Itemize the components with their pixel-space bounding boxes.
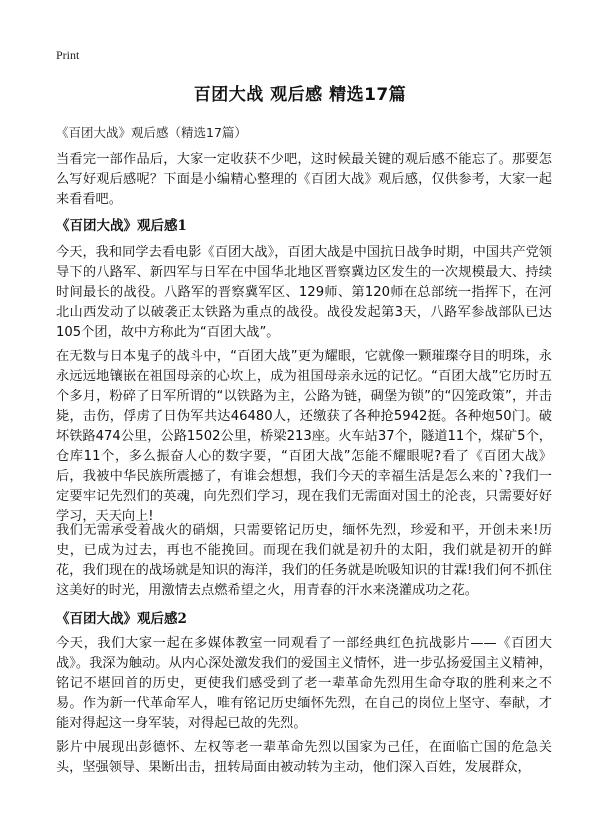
section-heading-2: 《百团大战》观后感2 [56, 611, 187, 627]
page-title: 百团大战 观后感 精选17篇 [193, 85, 407, 105]
section-1-paragraph-3: 我们无需承受着战火的硝烟，只需要铭记历史，缅怀先烈，珍爱和平，开创未来!历史，已成为过去，再也不能挽回。而现在我们就是初升的太阳，我们就是初开的鲜花，我们现在的战场就是知识的海洋，我们的任务就是吮吸知识的甘霖!我们何不抓住这美好的时光，用激情去点燃希望之火，用青春的汗水来浇灌成功之花。 [56, 523, 552, 598]
section-heading-1: 《百团大战》观后感1 [56, 218, 187, 234]
section-1-paragraph-1: 今天，我和同学去看电影《百团大战》，百团大战是中国抗日战争时期，中国共产党领导下的八路军、新四军与日军在中国华北地区晋察冀边区发生的一次规模最大、持续时间最长的战役。八路军的晋察冀军区、129师、第120师在总部统一指挥下，在河北山西发动了以破袭正太铁路为重点的战役。战役发起第3天，八路军参战部队已达105个团，故中方称此为“百团大战”。 [56, 245, 552, 340]
section-2-paragraph-1: 今天，我们大家一起在多媒体教室一同观看了一部经典红色抗战影片——《百团大战》。我深为触动。从内心深处激发我们的爱国主义情怀，进一步弘扬爱国主义精神，铭记不堪回首的历史，更使我们感受到了老一辈革命先烈用生命夺取的胜利来之不易。作为新一代革命军人，唯有铭记历史缅怀先烈，在自己的岗位上坚守、奉献，才能对得起这一身军装，对得起已故的先烈。 [56, 636, 552, 731]
document-subtitle: 《百团大战》观后感（精选17篇） [56, 125, 247, 140]
print-link[interactable]: Print [56, 48, 80, 62]
intro-paragraph: 当看完一部作品后，大家一定收获不少吧，这时候最关键的观后感不能忘了。那要怎么写好观后感呢？下面是小编精心整理的《百团大战》观后感，仅供参考，大家一起来看看吧。 [56, 152, 552, 207]
section-2-paragraph-2: 影片中展现出彭德怀、左权等老一辈革命先烈以国家为己任，在面临亡国的危急关头，坚强领导、果断出击，扭转局面由被动转为主动，他们深入百姓，发展群众， [56, 740, 552, 775]
section-1-paragraph-2: 在无数与日本鬼子的战斗中，“百团大战”更为耀眼，它就像一颗璀璨夺目的明珠，永永远远地镶嵌在祖国母亲的心坎上，成为祖国母亲永远的记忆。“百团大战”它历时五个多月，粉碎了日军所谓的“以铁路为主，公路为链，碉堡为锁”的“囚笼政策”，并击毙，击伤，俘虏了日伪军共达46480人，还缴获了各种抢5942挺。各种炮50门。破坏铁路474公里，公路1502公里，桥梁213座。火车站37个，隧道11个，煤矿5个，仓库11个，多么振奋人心的数字要，“百团大战”怎能不耀眼呢?看了《百团大战》后，我被中华民族所震撼了，有谁会想想，我们今天的幸福生活是怎么来的`?我们一定要牢记先烈们的英魂，向先烈们学习，现在我们无需面对国土的沦丧，只需要好好学习，天天向上! [56, 349, 552, 524]
